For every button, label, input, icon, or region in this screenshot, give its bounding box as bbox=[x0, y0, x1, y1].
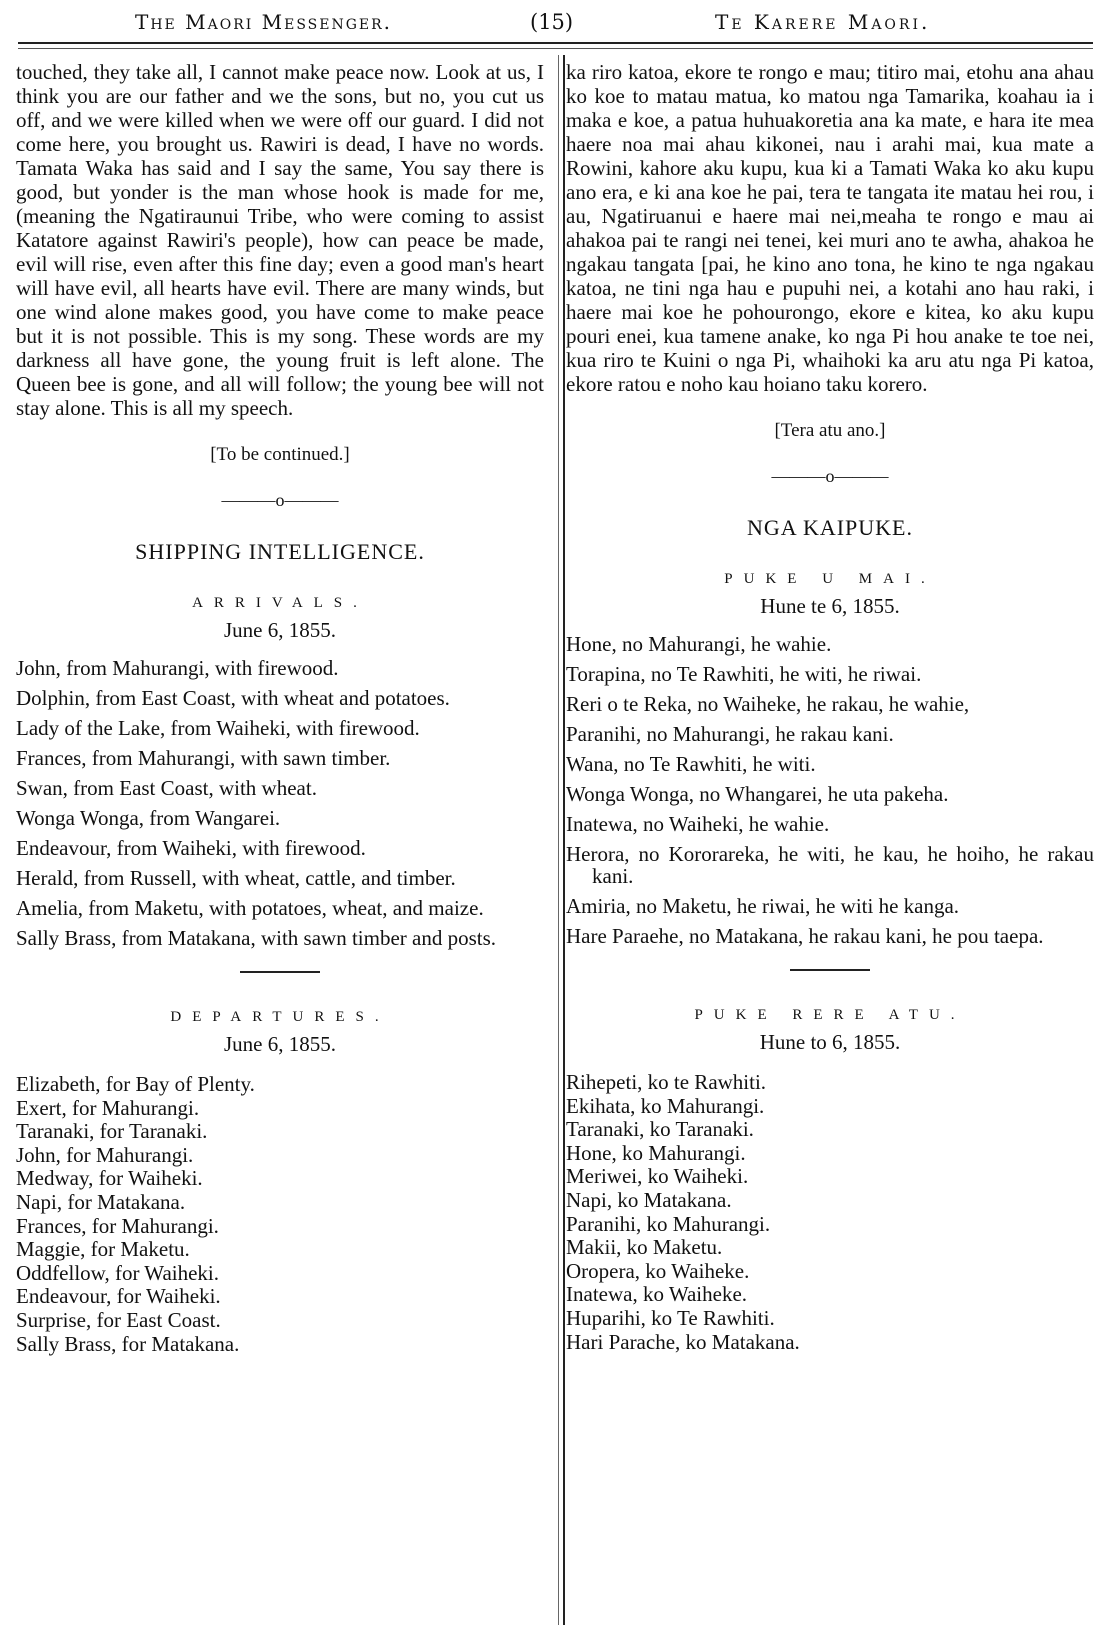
arrival-entry: Dolphin, from East Coast, with wheat and potatoes. bbox=[16, 686, 450, 710]
departure-entry: Medway, for Waiheki. bbox=[16, 1166, 203, 1191]
arrival-entry: Amiria, no Maketu, he riwai, he witi he kanga. bbox=[566, 894, 960, 918]
arrivals-list bbox=[566, 633, 1094, 947]
departure-entry: Makii, ko Maketu. bbox=[566, 1235, 723, 1260]
continued-note: [To be continued.] bbox=[210, 444, 350, 465]
section-title: SHIPPING INTELLIGENCE. bbox=[135, 539, 425, 564]
departure-entry: Oropera, ko Waiheke. bbox=[566, 1258, 750, 1283]
departure-entry: Sally Brass, for Matakana. bbox=[16, 1331, 240, 1356]
arrival-entry: Lady of the Lake, from Waiheki, with firewood. bbox=[16, 716, 420, 740]
arrival-entry: Inatewa, no Waiheki, he wahie. bbox=[566, 812, 830, 836]
arrival-entry: Swan, from East Coast, with wheat. bbox=[16, 776, 317, 800]
departure-entry: Exert, for Mahurangi. bbox=[16, 1095, 200, 1120]
departures-date: Hune to 6, 1855. bbox=[759, 1030, 901, 1054]
departure-entry: Hone, ko Mahurangi. bbox=[566, 1140, 746, 1165]
arrival-entry: Endeavour, from Waiheki, with firewood. bbox=[16, 836, 366, 860]
departure-entry: Napi, ko Matakana. bbox=[566, 1187, 732, 1212]
departure-entry: Taranaki, ko Taranaki. bbox=[566, 1117, 754, 1142]
departure-entry: Endeavour, for Waiheki. bbox=[16, 1284, 221, 1309]
section-divider: ———o——— bbox=[771, 466, 889, 486]
arrival-entry: Frances, from Mahurangi, with sawn timber. bbox=[16, 746, 391, 770]
page-header bbox=[0, 10, 1114, 38]
speech-text: touched, they take all, I cannot make peace now. Look at us, I think you are our father and we the sons, but no, you cut us off, and we were killed when we were off our guard. I did not come here, you brought us. Rawiri is dead, I have no words. Tamata Waka has said and I say the same, You say there is good, but yonder is the man whose hook is made for me, (meaning the Ngatiraunui Tribe, who were coming to assist Katatore against Rawiri's people), how can peace be made, evil will rise, even after this fine day; even a good man's heart will have evil, all hearts have evil. There are many winds, but one wind alone makes good, you have come to make peace but it is not possible. This is my song. These words are my darkness all have gone, the young fruit is left alone. The Queen bee is gone, and all will follow; the young bee will not stay alone. This is all my speech. bbox=[16, 60, 544, 420]
header-rule bbox=[18, 42, 1093, 44]
departure-entry: Surprise, for East Coast. bbox=[16, 1307, 221, 1332]
header-title-maori: Te Karere Maori. bbox=[715, 10, 931, 34]
arrival-entry: John, from Mahurangi, with firewood. bbox=[16, 656, 339, 680]
departures-title: DEPARTURES. bbox=[170, 1009, 390, 1025]
english-column bbox=[16, 60, 544, 1356]
departure-entry: Paranihi, ko Mahurangi. bbox=[566, 1211, 771, 1236]
arrival-entry: Herora, no Kororareka, he witi, he kau, he hoiho, he rakau kani. bbox=[566, 842, 1094, 888]
arrival-entry: Amelia, from Maketu, with potatoes, wheat, and maize. bbox=[16, 896, 484, 920]
arrival-entry: Sally Brass, from Matakana, with sawn timber and posts. bbox=[16, 926, 497, 950]
arrival-entry: Wonga Wonga, no Whangarei, he uta pakeha. bbox=[566, 782, 949, 806]
departures-list bbox=[16, 1073, 544, 1356]
section-title: NGA KAIPUKE. bbox=[747, 515, 913, 540]
arrival-entry: Hone, no Mahurangi, he wahie. bbox=[566, 632, 832, 656]
arrival-entry: Herald, from Russell, with wheat, cattle, and timber. bbox=[16, 866, 456, 890]
arrivals-title: PUKE U MAI. bbox=[724, 571, 936, 587]
arrival-entry: Wana, no Te Rawhiti, he witi. bbox=[566, 752, 816, 776]
departure-entry: Napi, for Matakana. bbox=[16, 1189, 186, 1214]
arrival-entry: Reri o te Reka, no Waiheke, he rakau, he wahie, bbox=[566, 692, 970, 716]
departures-title: PUKE RERE ATU. bbox=[694, 1007, 966, 1023]
speech-text: ka riro katoa, ekore te rongo e mau; titiro mai, etohu ana ahau ko koe to matau matua, ko matou nga Tamarika, koahau ia i maka e koe, a patua huhuakoretia ana ka mate, e hara ite mea haere noa mai ahau kikonei, nau i arahi mai, kua mate a Rowini, kahore aku kupu, kua ki a Tamati Waka ko aku kupu ano era, e ki ana koe he pai, tera te tangata ite matau hei rou, i au, Ngatiruanui e haere mai nei,meaha te rongo e mau ai ahakoa pai te rangi nei tenei, kei muri ano te awha, ahakoa he ngakau tangata [pai, he kino ano tona, he kino te nga ngakau katoa, ne tini nga hau e pupuhi nei, a kotahi ano hau raki, i haere mai koe he pohourongo, ekore e kitea, ko aku kupu pouri enei, kua tamene anake, ko nga Pi hou anake te toe nei, kua riro te Kuini o nga Pi, whaihoki ka aru atu nga Pi katoa, ekore ratou e noho kau hoiano taku korero. bbox=[566, 60, 1094, 396]
arrival-entry: Hare Paraehe, no Matakana, he rakau kani, he pou taepa. bbox=[566, 924, 1044, 948]
departure-entry: Huparihi, ko Te Rawhiti. bbox=[566, 1305, 775, 1330]
continued-note: [Tera atu ano.] bbox=[774, 420, 886, 441]
header-rule-thin bbox=[18, 48, 1093, 49]
departure-entry: Rihepeti, ko te Rawhiti. bbox=[566, 1070, 767, 1094]
arrivals-list bbox=[16, 657, 544, 949]
arrivals-title: ARRIVALS. bbox=[192, 595, 368, 611]
short-rule bbox=[240, 971, 320, 973]
departure-entry: Ekihata, ko Mahurangi. bbox=[566, 1093, 765, 1118]
maori-column bbox=[566, 60, 1094, 1354]
short-rule bbox=[790, 969, 870, 971]
arrival-entry: Torapina, no Te Rawhiti, he witi, he riwai. bbox=[566, 662, 922, 686]
departure-entry: John, for Mahurangi. bbox=[16, 1142, 194, 1167]
departures-list bbox=[566, 1071, 1094, 1354]
departure-entry: Maggie, for Maketu. bbox=[16, 1237, 190, 1262]
header-title-english: The Maori Messenger. bbox=[135, 10, 393, 34]
departure-entry: Meriwei, ko Waiheki. bbox=[566, 1164, 749, 1189]
arrivals-date: Hune te 6, 1855. bbox=[760, 594, 900, 618]
departure-entry: Frances, for Mahurangi. bbox=[16, 1213, 219, 1238]
page-number: (15) bbox=[530, 10, 574, 34]
column-divider bbox=[563, 55, 565, 1625]
arrival-entry: Paranihi, no Mahurangi, he rakau kani. bbox=[566, 722, 894, 746]
departure-entry: Inatewa, ko Waiheke. bbox=[566, 1282, 748, 1307]
departure-entry: Oddfellow, for Waiheki. bbox=[16, 1260, 220, 1285]
arrivals-date: June 6, 1855. bbox=[224, 618, 336, 642]
departure-entry: Hari Parache, ko Matakana. bbox=[566, 1329, 800, 1354]
departures-date: June 6, 1855. bbox=[224, 1032, 336, 1056]
departure-entry: Elizabeth, for Bay of Plenty. bbox=[16, 1072, 255, 1096]
section-divider: ———o——— bbox=[221, 490, 339, 510]
departure-entry: Taranaki, for Taranaki. bbox=[16, 1119, 208, 1144]
arrival-entry: Wonga Wonga, from Wangarei. bbox=[16, 806, 281, 830]
column-divider-thin bbox=[558, 55, 559, 1625]
